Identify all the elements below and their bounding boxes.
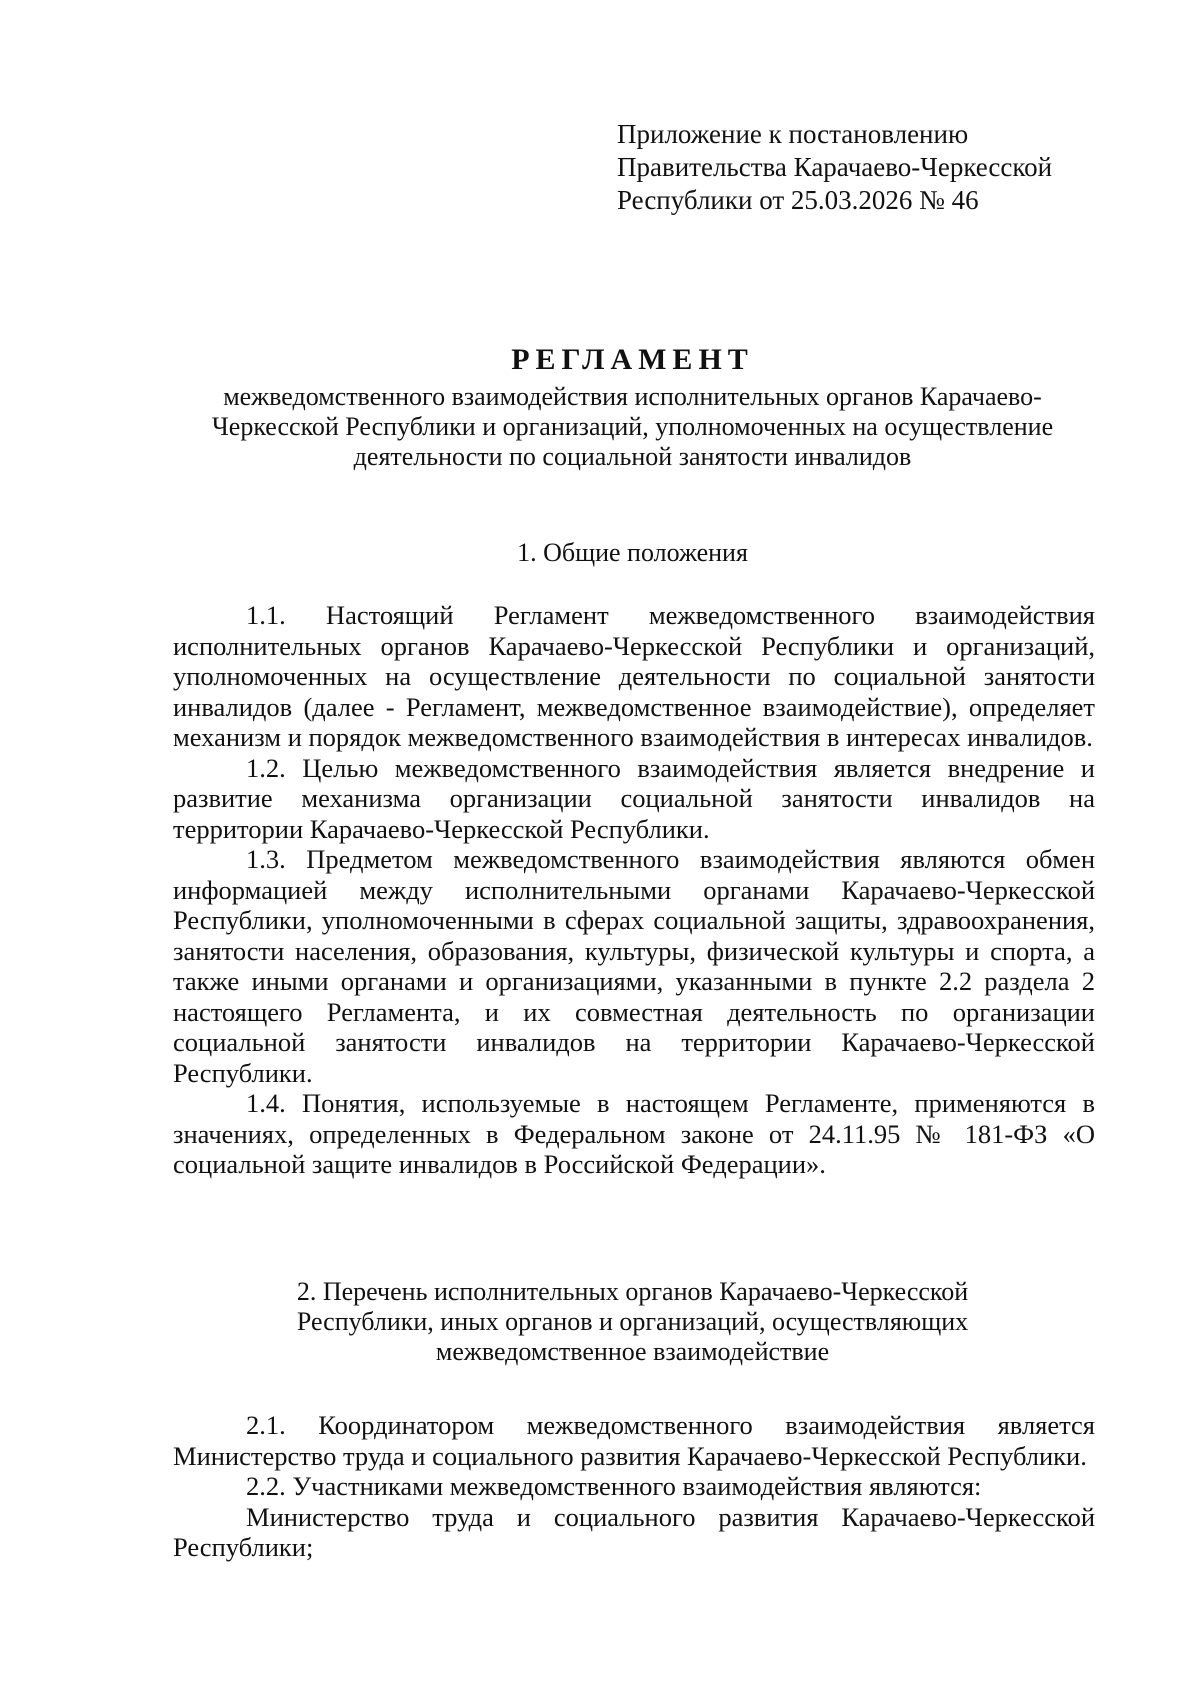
section-2-heading-line-3: межведомственное взаимодействие — [435, 1337, 830, 1366]
attachment-note — [617, 118, 1052, 217]
paragraph-2-1: 2.1. Координатором межведомственного взаимодействия является Министерство труда и социального развития Карачаево-Черкесской Республики. — [173, 1410, 1095, 1471]
attachment-line-2: Правительства Карачаево-Черкесской — [617, 152, 1053, 182]
document-subtitle: межведомственного взаимодействия исполнительных органов Карачаево-Черкесской Республики и организаций, уполномоченных на осуществление деятельности по социальной занятости инвалидов — [211, 382, 1054, 471]
paragraph-1-1: 1.1. Настоящий Регламент межведомственного взаимодействия исполнительных органов Карачаево-Черкесской Республики и организаций, уполномоченных на осуществление деятельности по социальной занятости инвалидов (далее - Регламент, межведомственное взаимодействие), определяет механизм и порядок межведомственного взаимодействия в интересах инвалидов. — [173, 600, 1095, 752]
attachment-line-3: Республики от 25.03.2026 № 46 — [617, 185, 979, 215]
attachment-line-1: Приложение к постановлению — [617, 119, 969, 149]
paragraph-1-2: 1.2. Целью межведомственного взаимодействия является внедрение и развитие механизма организации социальной занятости инвалидов на территории Карачаево-Черкесской Республики. — [173, 752, 1095, 844]
title-block — [170, 342, 1095, 472]
section-2-heading-line-2: Республики, иных органов и организаций, осуществляющих — [296, 1307, 969, 1336]
paragraph-2-2: 2.2. Участниками межведомственного взаимодействия являются: — [246, 1471, 982, 1501]
section-2-heading — [170, 1277, 1095, 1367]
paragraph-1-3: 1.3. Предметом межведомственного взаимодействия являются обмен информацией между исполнительными органами Карачаево-Черкесской Республики, уполномоченными в сферах социальной защиты, здравоохранения, занятости населения, образования, культуры, физической культуры и спорта, а также иными органами и организациями, указанными в пункте 2.2 раздела 2 настоящего Регламента, и их совместная деятельность по организации социальной занятости инвалидов на территории Карачаево-Черкесской Республики. — [173, 844, 1095, 1088]
paragraph-1-4: 1.4. Понятия, используемые в настоящем Регламенте, применяются в значениях, определенных в Федеральном законе от 24.11.95 № 181-ФЗ «О социальной защите инвалидов в Российской Федерации». — [173, 1088, 1095, 1179]
section-2-heading-line-1: 2. Перечень исполнительных органов Карачаево-Черкесской — [296, 1277, 969, 1306]
section-2-body — [173, 1410, 1095, 1563]
document-title: РЕГЛАМЕНТ — [511, 343, 754, 376]
section-1-body — [173, 600, 1095, 1180]
section-1-heading: 1. Общие положения — [517, 538, 748, 567]
paragraph-2-participant-1: Министерство труда и социального развития Карачаево-Черкесской Республики; — [173, 1501, 1095, 1562]
